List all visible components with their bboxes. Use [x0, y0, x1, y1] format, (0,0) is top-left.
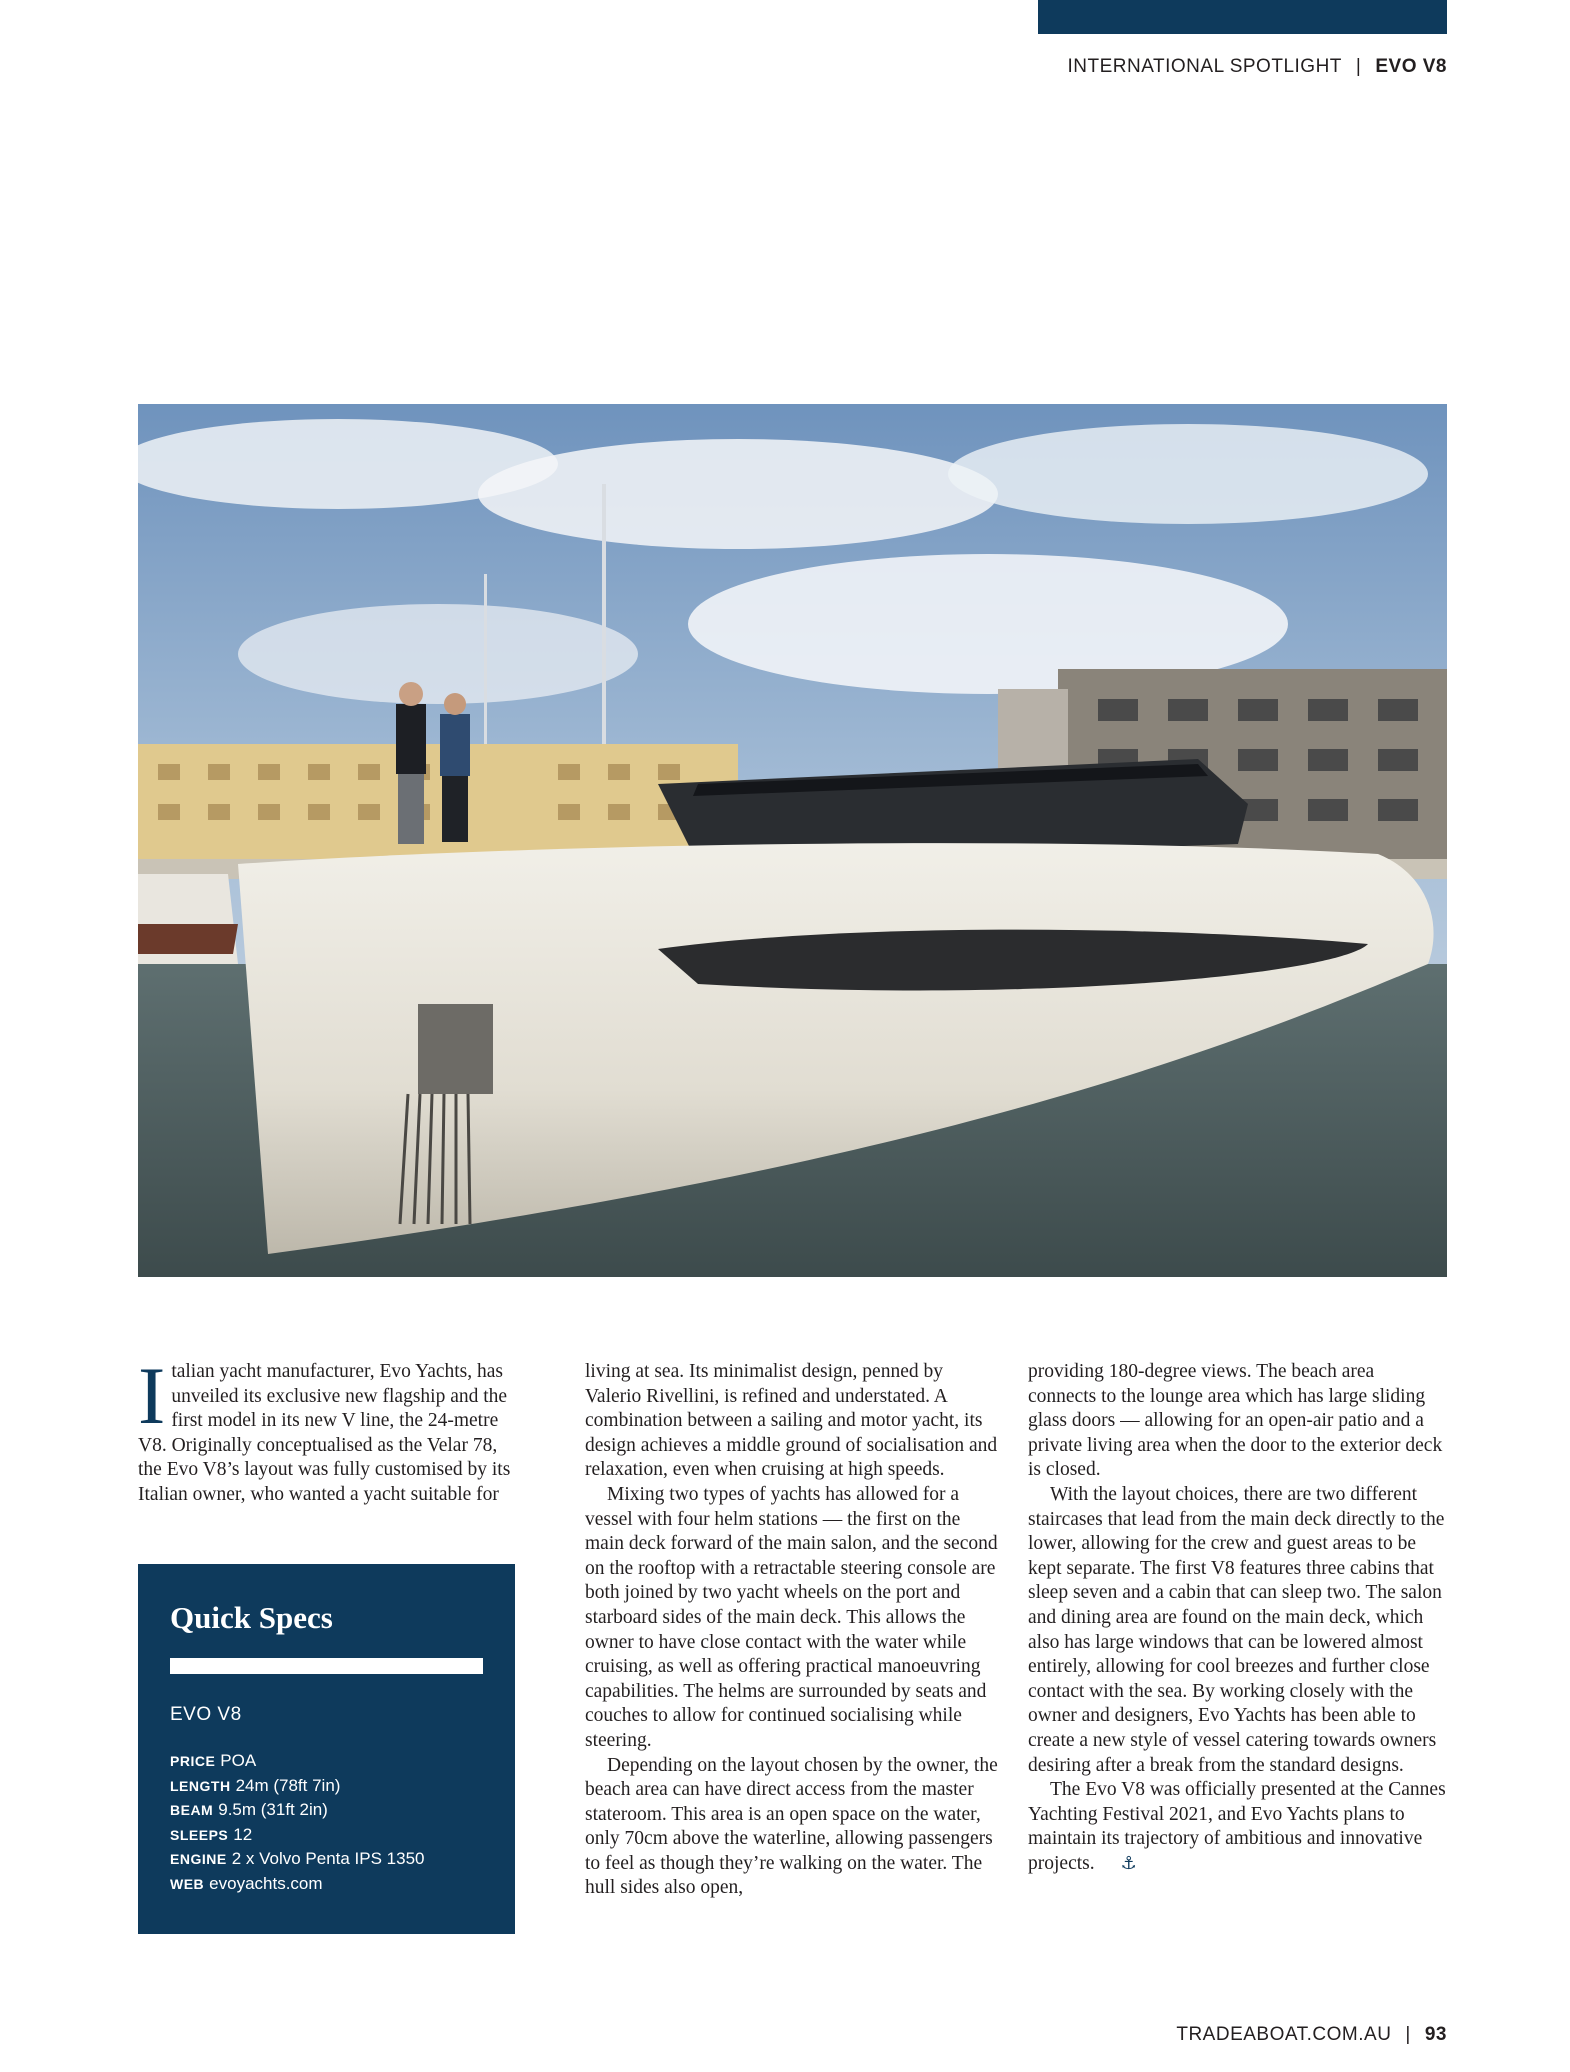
- spec-row-length: [170, 1774, 425, 1799]
- footer-site: TRADEABOAT.COM.AU: [1176, 2024, 1392, 2045]
- yacht-photo: [138, 404, 1447, 1277]
- spec-row-sleeps: [170, 1823, 425, 1848]
- spec-label: LENGTH: [170, 1777, 231, 1794]
- header-separator: |: [1355, 56, 1362, 77]
- page-footer: [1176, 2024, 1447, 2046]
- article-paragraph: Mixing two types of yachts has allowed for a vessel with four helm stations — the first on the main deck forward of the main salon, and the second on the rooftop with a retractable steering console are both joined by two yacht wheels on the port and starboard sides of the main deck. This allows the owner to have close contact with the water while cruising, as well as offering practical manoeuvring capabilities. The helms are surrounded by seats and couches to allow for continued socialising while steering.: [585, 1483, 998, 1751]
- spec-value: 24m (78ft 7in): [235, 1775, 341, 1795]
- spec-label: SLEEPS: [170, 1826, 229, 1843]
- drop-cap: I: [138, 1350, 166, 1441]
- spec-label: BEAM: [170, 1802, 214, 1818]
- spec-value: 9.5m (31ft 2in): [218, 1800, 328, 1819]
- article-paragraph: With the layout choices, there are two different staircases that lead from the main deck directly to the lower, allowing for the crew and guest areas to be kept separate. The first V8 features three cabins that sleep seven and a cabin that can sleep two. The salon and dining area are found on the main deck, which also has large windows that can be lowered almost entirely, allowing for cool breezes and further close contact with the sea. By working closely with the owner and designers, Evo Yachts has been able to create a new style of vessel catering towards owners desiring after a break from the standard designs.: [1028, 1483, 1445, 1776]
- article-paragraph: living at sea. Its minimalist design, penned by Valerio Rivellini, is refined and understated. A combination between a sailing and motor yacht, its design achieves a middle ground of socialisation and relaxation, even when cruising at high speeds.: [585, 1361, 998, 1481]
- article-paragraph: providing 180-degree views. The beach area connects to the lounge area which has large sliding glass doors — allowing for an open-air patio and a private living area when the door to the exterior deck is closed.: [1028, 1361, 1443, 1481]
- page-number: 93: [1424, 2024, 1447, 2045]
- article-paragraph: The Evo V8 was officially presented at the Cannes Yachting Festival 2021, and Evo Yachts plans to maintain its trajectory of ambitious and innovative projects.: [1028, 1779, 1446, 1874]
- specs-title: Quick Specs: [170, 1600, 333, 1635]
- quick-specs-box: [138, 1564, 515, 1934]
- article-column-2: [585, 1360, 1000, 1901]
- article-col1-text: talian yacht manufacturer, Evo Yachts, has unveiled its exclusive new flagship and the first model in its new V line, the 24-metre V8. Originally conceptualised as the Velar 78, the Evo V8’s layout was fully customised by its Italian owner, who wanted a yacht suitable for: [138, 1361, 511, 1505]
- top-color-bar: [1038, 0, 1447, 34]
- spec-value: 12: [233, 1824, 253, 1844]
- running-header: [1068, 56, 1447, 78]
- spec-row-web: [170, 1872, 425, 1897]
- spec-value: POA: [220, 1751, 257, 1770]
- anchor-icon: ⚓: [1120, 1852, 1137, 1874]
- footer-separator: |: [1405, 2024, 1411, 2045]
- spec-value: 2 x Volvo Penta IPS 1350: [231, 1849, 425, 1868]
- spec-row-engine: [170, 1847, 425, 1872]
- spec-row-beam: [170, 1798, 425, 1823]
- header-section: INTERNATIONAL SPOTLIGHT: [1067, 56, 1342, 77]
- yacht-illustration: [138, 404, 1447, 1277]
- specs-divider: [170, 1658, 483, 1674]
- spec-label: WEB: [170, 1875, 205, 1892]
- specs-rows: [170, 1749, 425, 1896]
- spec-row-price: [170, 1749, 425, 1774]
- spec-label: PRICE: [170, 1753, 216, 1769]
- header-model: EVO V8: [1375, 56, 1447, 77]
- specs-model: EVO V8: [170, 1704, 242, 1725]
- article-column-1: [138, 1350, 518, 1508]
- spec-value: evoyachts.com: [209, 1873, 323, 1893]
- article-column-3: [1028, 1360, 1447, 1876]
- spec-label: ENGINE: [170, 1851, 227, 1867]
- article-paragraph: Depending on the layout chosen by the owner, the beach area can have direct access from the master stateroom. This area is an open space on the water, only 70cm above the waterline, allowing passengers to feel as though they’re walking on the water. The hull sides also open,: [585, 1754, 998, 1899]
